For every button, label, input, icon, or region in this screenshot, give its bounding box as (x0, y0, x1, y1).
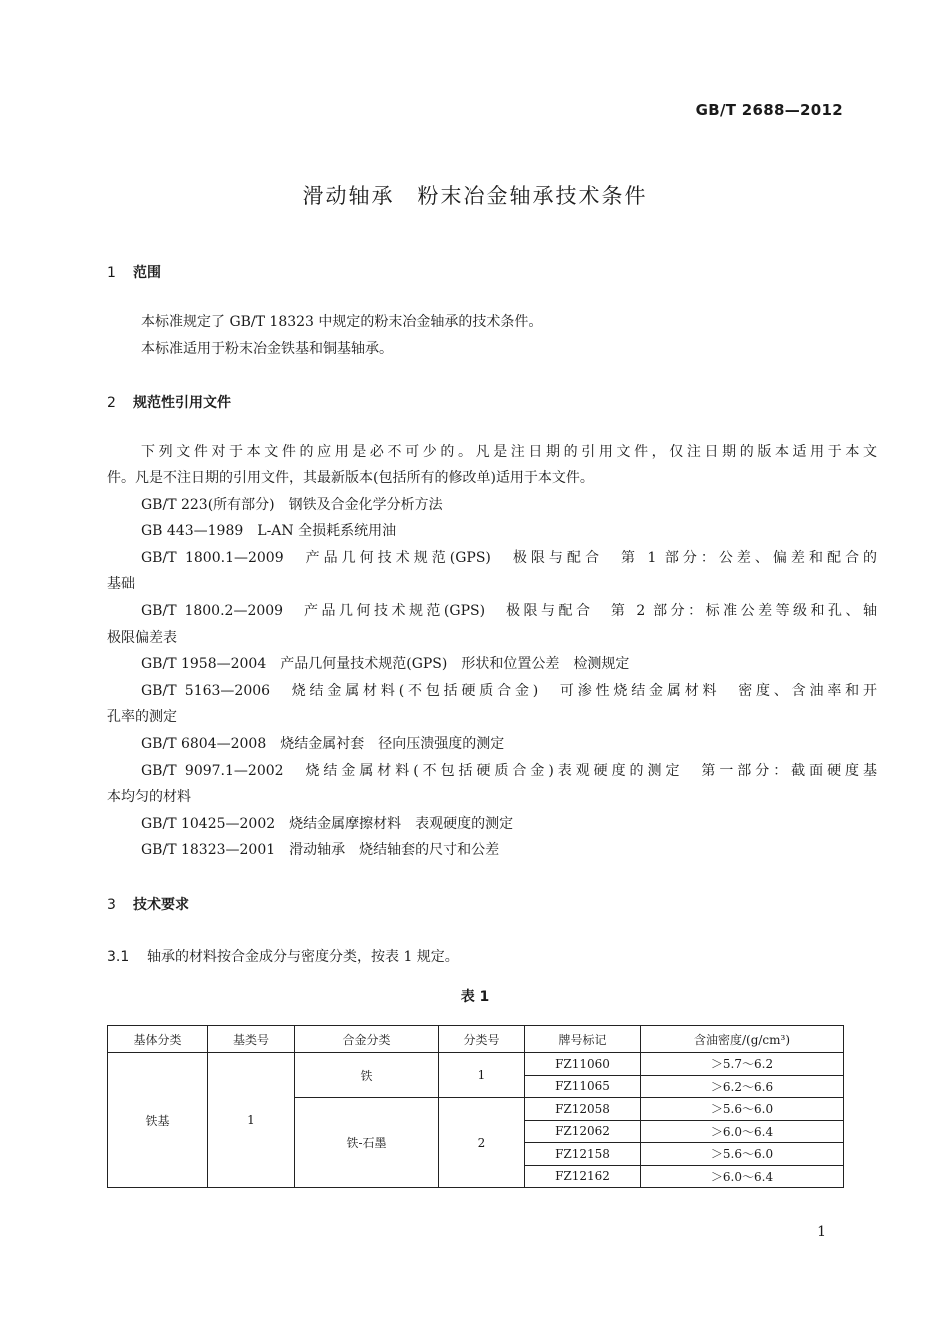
density-cell: ＞6.0～6.4 (641, 1120, 844, 1143)
table-title: 表 1 (460, 989, 490, 1005)
paragraph-line: 下列文件对于本文件的应用是必不可少的。凡是注日期的引用文件，仅注日期的版本适用于本文 (141, 444, 877, 460)
section-title: 范围 (133, 265, 161, 281)
clause-number: 3.1 (107, 949, 130, 965)
reference-item-continuation: 极限偏差表 (107, 630, 177, 646)
reference-item-continuation: 本均匀的材料 (107, 789, 191, 805)
reference-item: GB/T 10425—2002 烧结金属摩擦材料 表观硬度的测定 (141, 816, 514, 832)
paragraph: 本标准适用于粉末冶金铁基和铜基轴承。 (141, 341, 393, 357)
header-cell: 牌号标记 (525, 1026, 641, 1053)
class-number-cell: 2 (439, 1098, 525, 1188)
grade-cell: FZ12058 (525, 1098, 641, 1121)
alloy-type-cell: 铁 (295, 1053, 439, 1098)
header-cell: 含油密度/(g/cm³) (641, 1026, 844, 1053)
reference-item: GB/T 223(所有部分) 钢铁及合金化学分析方法 (141, 497, 443, 513)
grade-cell: FZ11060 (525, 1053, 641, 1076)
section-title: 技术要求 (133, 897, 189, 913)
base-number-cell: 1 (208, 1053, 295, 1188)
reference-item: GB/T 1800.1—2009 产品几何技术规范(GPS) 极限与配合 第 1 部分：公差、偏差和配合的 (141, 550, 877, 566)
reference-item: GB/T 1958—2004 产品几何量技术规范(GPS) 形状和位置公差 检测规定 (141, 656, 630, 672)
density-cell: ＞5.7～6.2 (641, 1053, 844, 1076)
paragraph-line: 件。凡是不注日期的引用文件，其最新版本(包括所有的修改单)适用于本文件。 (107, 470, 594, 486)
page-number: 1 (817, 1224, 826, 1240)
section-2-heading (107, 392, 231, 412)
density-cell: ＞6.2～6.6 (641, 1075, 844, 1098)
reference-item: GB/T 9097.1—2002 烧结金属材料(不包括硬质合金)表观硬度的测定 第一部分：截面硬度基 (141, 763, 877, 779)
reference-item: GB 443—1989 L-AN 全损耗系统用油 (141, 523, 397, 539)
standard-number: GB/T 2688—2012 (695, 101, 843, 119)
reference-item-continuation: 基础 (107, 576, 135, 592)
section-title: 规范性引用文件 (133, 395, 231, 411)
section-3-heading (107, 894, 189, 914)
grade-cell: FZ12158 (525, 1143, 641, 1166)
material-classification-table (107, 1025, 844, 1188)
table-row (108, 1053, 844, 1076)
reference-item: GB/T 1800.2—2009 产品几何技术规范(GPS) 极限与配合 第 2 部分：标准公差等级和孔、轴 (141, 603, 877, 619)
grade-cell: FZ12062 (525, 1120, 641, 1143)
clause-text: 轴承的材料按合金成分与密度分类，按表 1 规定。 (147, 949, 459, 965)
grade-cell: FZ12162 (525, 1165, 641, 1188)
header-cell: 基类号 (208, 1026, 295, 1053)
reference-item: GB/T 6804—2008 烧结金属衬套 径向压溃强度的测定 (141, 736, 505, 752)
header-cell: 合金分类 (295, 1026, 439, 1053)
grade-cell: FZ11065 (525, 1075, 641, 1098)
density-cell: ＞6.0～6.4 (641, 1165, 844, 1188)
header-cell: 基体分类 (108, 1026, 208, 1053)
density-cell: ＞5.6～6.0 (641, 1098, 844, 1121)
reference-item: GB/T 18323—2001 滑动轴承 烧结轴套的尺寸和公差 (141, 842, 500, 858)
class-number-cell: 1 (439, 1053, 525, 1098)
reference-item: GB/T 5163—2006 烧结金属材料(不包括硬质合金) 可渗性烧结金属材料 密度、含油率和开 (141, 683, 877, 699)
section-number: 3 (107, 897, 116, 913)
table-header-row (108, 1026, 844, 1053)
section-number: 1 (107, 265, 116, 281)
alloy-type-cell: 铁-石墨 (295, 1098, 439, 1188)
section-number: 2 (107, 395, 116, 411)
paragraph: 本标准规定了 GB/T 18323 中规定的粉末冶金轴承的技术条件。 (141, 314, 543, 330)
base-type-cell: 铁基 (108, 1053, 208, 1188)
header-cell: 分类号 (439, 1026, 525, 1053)
clause-3-1 (107, 946, 459, 966)
section-1-heading (107, 262, 161, 282)
document-title: 滑动轴承 粉末冶金轴承技术条件 (302, 184, 648, 208)
density-cell: ＞5.6～6.0 (641, 1143, 844, 1166)
reference-item-continuation: 孔率的测定 (107, 709, 177, 725)
